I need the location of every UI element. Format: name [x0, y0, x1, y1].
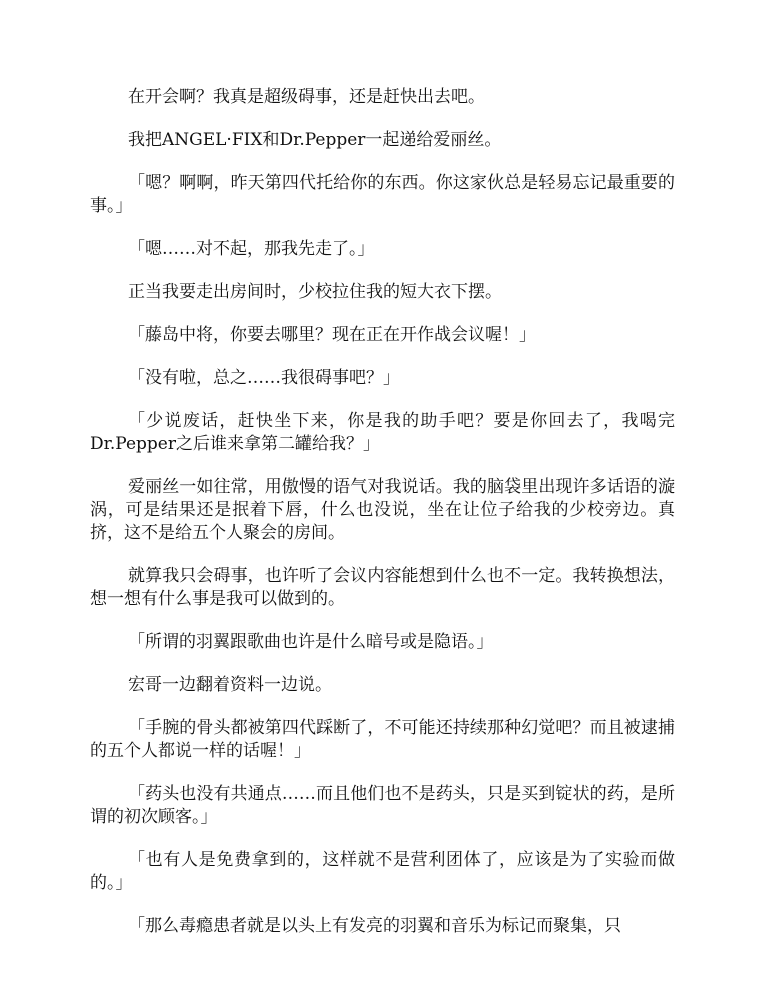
paragraph: 「嗯……对不起，那我先走了。」	[128, 239, 375, 259]
paragraph: 「药头也没有共通点……而且他们也不是药头，只是买到锭状的药，是所谓的初次顾客。」	[90, 784, 675, 827]
paragraph: 我把ANGEL·FIX和Dr.Pepper一起递给爱丽丝。	[128, 130, 502, 150]
paragraph: 正当我要走出房间时，少校拉住我的短大衣下摆。	[128, 282, 502, 302]
paragraph: 「嗯？啊啊，昨天第四代托给你的东西。你这家伙总是轻易忘记最重要的事。」	[90, 173, 675, 216]
document-page	[90, 86, 675, 958]
paragraph: 在开会啊？我真是超级碍事，还是赶快出去吧。	[128, 87, 485, 107]
paragraph: 「所谓的羽翼跟歌曲也许是什么暗号或是隐语。」	[128, 632, 494, 652]
paragraph: 「手腕的骨头都被第四代踩断了，不可能还持续那种幻觉吧？而且被逮捕的五个人都说一样的话喔！」	[90, 718, 675, 761]
paragraph: 「没有啦，总之……我很碍事吧？」	[128, 368, 400, 388]
paragraph: 「也有人是免费拿到的，这样就不是营利团体了，应该是为了实验而做的。」	[90, 850, 675, 893]
paragraph: 爱丽丝一如往常，用傲慢的语气对我说话。我的脑袋里出现许多话语的漩涡，可是结果还是抿着下唇，什么也没说，坐在让位子给我的少校旁边。真挤，这不是给五个人聚会的房间。	[90, 477, 675, 543]
paragraph: 「少说废话，赶快坐下来，你是我的助手吧？要是你回去了，我喝完Dr.Pepper之后谁来拿第二罐给我？」	[90, 411, 675, 454]
paragraph: 「那么毒瘾患者就是以头上有发亮的羽翼和音乐为标记而聚集，只	[128, 916, 621, 936]
paragraph: 「藤岛中将，你要去哪里？现在正在开作战会议喔！」	[128, 325, 536, 345]
paragraph: 宏哥一边翻着资料一边说。	[128, 675, 332, 695]
paragraph: 就算我只会碍事，也许听了会议内容能想到什么也不一定。我转换想法，想一想有什么事是我可以做到的。	[90, 566, 675, 609]
